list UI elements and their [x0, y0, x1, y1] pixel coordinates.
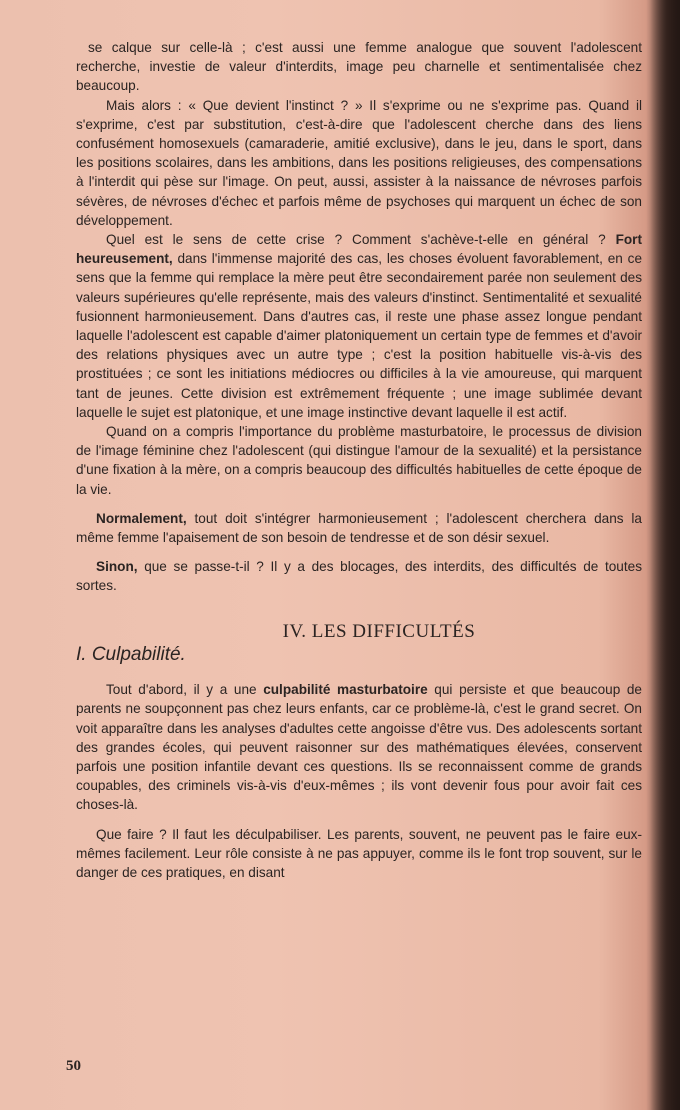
paragraph-3-rest: dans l'immense majorité des cas, les choses évoluent favorablement, en ce sens que la femme qui remplace la mère peut être secondairement parée non seulement des valeurs supérieures qu'elle représente, mais des valeurs d'instinct. Sentimentalité et sexualité fusionnent harmonieusement. Dans d'autres cas, il reste une phase assez longue pendant laquelle l'adolescent est capable d'aimer platoniquement un certain type de femmes et d'avoir des relations physiques avec un autre type ; c'est la position habituelle vis-à-vis des prostituées ; ce sont les initiations médiocres ou difficiles à la vie amoureuse, qui marquent tant de jeunes. Cette division est extrêmement fréquente ; une image sublimée devant laquelle le sujet est platonique, et une image instinctive devant laquelle il est actif. — [76, 251, 642, 420]
paragraph-7-lead: Tout d'abord, il y a une — [106, 682, 264, 698]
paragraph-5-bold: Normalement, — [96, 510, 187, 526]
paragraph-3-lead: Quel est le sens de cette crise ? Comment s'achève-t-elle en général ? — [106, 232, 606, 248]
paragraph-1: se calque sur celle-là ; c'est aussi une femme analogue que souvent l'adolescent recherche, investie de valeur d'interdits, image peu charnelle et sentimentalisée chez beaucoup. — [76, 40, 642, 94]
paragraph-5 — [76, 509, 642, 547]
text-column — [76, 38, 642, 882]
paragraph-6-rest: que se passe-t-il ? Il y a des blocages, des interdits, des difficultés de toutes sortes. — [76, 559, 642, 594]
paragraph-7-rest: qui persiste et que beaucoup de parents ne soupçonnent pas chez leurs enfants, car ce problème-là, c'est le grand secret. On voit apparaître dans les analyses d'adultes cette angoisse d'être vus. Des adolescents sortant des grandes écoles, qui peuvent raisonner sur des mathématiques élevées, conservent parfois une position infantile devant ces questions. Ils se reconnaissent comme de grands coupables, des criminels vis-à-vis d'eux-mêmes ; ils vont devenir fous pour avoir fait ces choses-là. — [76, 682, 642, 813]
paragraph-5-rest: tout doit s'intégrer harmonieusement ; l'adolescent cherchera dans la même femme l'apaisement de son besoin de tendresse et de son désir sexuel. — [76, 510, 642, 546]
paragraph-7-bold: culpabilité masturbatoire — [263, 682, 428, 698]
section-title: IV. LES DIFFICULTÉS — [282, 620, 476, 642]
paragraph-6-bold: Sinon, — [96, 559, 138, 575]
paragraph-4: Quand on a compris l'importance du problème masturbatoire, le processus de division de l'image féminine chez l'adolescent (qui distingue l'amour de la sexualité) et la persistance d'une fixation à la mère, on a compris beaucoup des difficultés habituelles de cette époque de la vie. — [76, 424, 642, 497]
paragraph-8: Que faire ? Il faut les déculpabiliser. Les parents, souvent, ne peuvent pas le faire eux-mêmes facilement. Leur rôle consiste à ne pas appuyer, comme ils le font trop souvent, sur le danger de ces pratiques, en disant — [76, 826, 642, 880]
paragraph-2: Mais alors : « Que devient l'instinct ? » Il s'exprime ou ne s'exprime pas. Quand il s'exprime, c'est par substitution, c'est-à-dire que l'adolescent cherche dans des liens confusément homosexuels (camaraderie, amitié exclusive), dans le jeu, dans le sport, dans les positions scolaires, dans les ambitions, dans les positions religieuses, des compensations à l'interdit qui pèse sur l'image. On peut, aussi, assister à la naissance de névroses parfois sévères, de névroses d'échec et parfois même de psychoses qui marquent un échec de son développement. — [76, 97, 642, 228]
page-number: 50 — [66, 1058, 81, 1074]
paragraph-3-bold: Fort heureusement, — [76, 232, 643, 267]
binding-shadow — [650, 0, 680, 1110]
paragraph-7 — [76, 680, 642, 814]
subsection-title: I. Culpabilité. — [76, 643, 186, 665]
paragraph-3 — [76, 230, 642, 422]
paragraph-6 — [76, 557, 642, 595]
